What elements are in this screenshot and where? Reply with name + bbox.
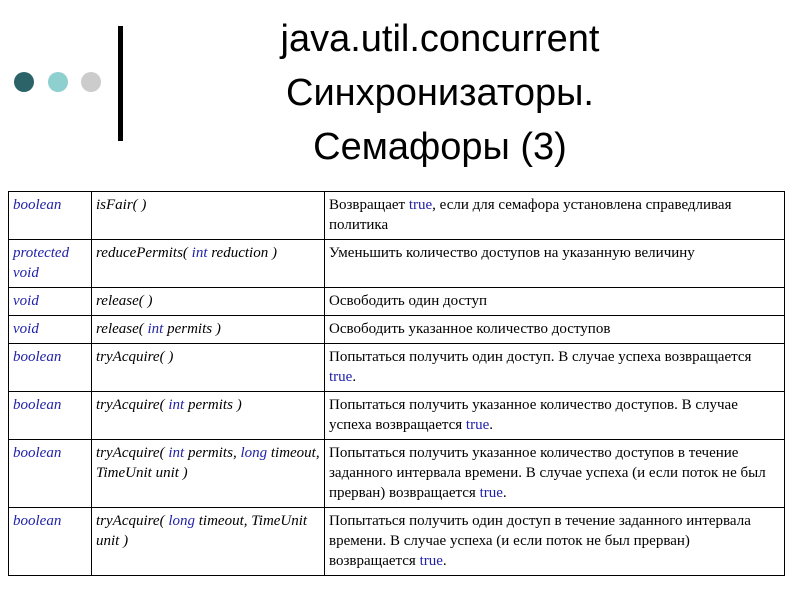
description-text: Освободить один доступ bbox=[329, 293, 488, 309]
signature-text: reducePermits( bbox=[96, 245, 192, 261]
description-cell bbox=[325, 392, 785, 440]
title-line-1: java.util.concurrent bbox=[280, 18, 600, 60]
method-signature-cell bbox=[92, 288, 325, 316]
return-type-cell: boolean bbox=[9, 344, 92, 392]
method-signature-cell bbox=[92, 316, 325, 344]
description-text: Попытаться получить один доступ в течение заданного интервала времени. В случае успеха (и если поток не был прерван) возвращается bbox=[329, 513, 751, 569]
signature-text: reduction ) bbox=[207, 245, 277, 261]
dot-dark-teal bbox=[14, 72, 34, 92]
dot-light-teal bbox=[48, 72, 68, 92]
signature-text: tryAcquire( bbox=[96, 397, 169, 413]
slide-title bbox=[200, 12, 680, 174]
table-row bbox=[9, 392, 785, 440]
table-row bbox=[9, 192, 785, 240]
method-signature-cell bbox=[92, 344, 325, 392]
description-text: . bbox=[442, 553, 447, 569]
signature-text: tryAcquire( bbox=[96, 445, 169, 461]
table-row bbox=[9, 240, 785, 288]
description-text: . bbox=[502, 485, 507, 501]
table-row bbox=[9, 316, 785, 344]
method-signature-cell bbox=[92, 392, 325, 440]
description-text: . bbox=[352, 369, 357, 385]
vertical-bar bbox=[118, 26, 123, 141]
signature-text: release( bbox=[96, 321, 148, 337]
title-line-2: Синхронизаторы. bbox=[286, 72, 594, 114]
method-signature-cell bbox=[92, 240, 325, 288]
signature-text: permits ) bbox=[184, 397, 242, 413]
keyword-token: int bbox=[147, 321, 164, 337]
keyword-token: long bbox=[240, 445, 268, 461]
methods-table-body bbox=[9, 192, 785, 576]
description-text: Возвращает bbox=[329, 197, 409, 213]
return-type-cell: void bbox=[9, 288, 92, 316]
keyword-token: true bbox=[479, 485, 503, 501]
signature-text: tryAcquire( ) bbox=[96, 349, 174, 365]
description-cell bbox=[325, 192, 785, 240]
keyword-token: true bbox=[419, 553, 443, 569]
keyword-token: int bbox=[191, 245, 208, 261]
description-text: Уменьшить количество доступов на указанную величину bbox=[329, 245, 695, 261]
method-signature-cell bbox=[92, 508, 325, 576]
signature-text: release( ) bbox=[96, 293, 153, 309]
return-type-cell: boolean bbox=[9, 192, 92, 240]
dot-gray bbox=[81, 72, 101, 92]
table-row bbox=[9, 344, 785, 392]
description-cell bbox=[325, 240, 785, 288]
table-row bbox=[9, 508, 785, 576]
decorative-dots bbox=[14, 72, 104, 94]
description-cell bbox=[325, 440, 785, 508]
description-text: Попытаться получить указанное количество доступов в течение заданного интервала времени. В случае успеха (и если поток не был прерван) возвращается bbox=[329, 445, 766, 501]
table-row bbox=[9, 440, 785, 508]
signature-text: tryAcquire( bbox=[96, 513, 169, 529]
description-text: Попытаться получить указанное количество доступов. В случае успеха возвращается bbox=[329, 397, 738, 433]
keyword-token: int bbox=[168, 397, 185, 413]
description-text: Освободить указанное количество доступов bbox=[329, 321, 611, 337]
return-type-cell: boolean bbox=[9, 440, 92, 508]
description-cell bbox=[325, 508, 785, 576]
method-signature-cell bbox=[92, 192, 325, 240]
return-type-cell: void bbox=[9, 316, 92, 344]
table-row bbox=[9, 288, 785, 316]
signature-text: permits, bbox=[184, 445, 241, 461]
keyword-token: true bbox=[329, 369, 353, 385]
description-cell bbox=[325, 316, 785, 344]
description-text: . bbox=[489, 417, 493, 433]
keyword-token: true bbox=[408, 197, 433, 213]
title-line-3: Семафоры (3) bbox=[313, 126, 567, 168]
keyword-token: int bbox=[168, 445, 185, 461]
description-cell bbox=[325, 344, 785, 392]
description-text: , если для семафора установлена справедливая политика bbox=[329, 197, 732, 233]
return-type-cell: boolean bbox=[9, 508, 92, 576]
signature-text: timeout, TimeUnit unit ) bbox=[96, 513, 308, 549]
method-signature-cell bbox=[92, 440, 325, 508]
signature-text: permits ) bbox=[163, 321, 221, 337]
keyword-token: long bbox=[168, 513, 196, 529]
description-cell bbox=[325, 288, 785, 316]
return-type-cell: protected void bbox=[9, 240, 92, 288]
signature-text: isFair( ) bbox=[96, 197, 147, 213]
keyword-token: true bbox=[465, 417, 490, 433]
return-type-cell: boolean bbox=[9, 392, 92, 440]
methods-table bbox=[8, 191, 785, 576]
description-text: Попытаться получить один доступ. В случае успеха возвращается bbox=[329, 349, 752, 365]
signature-text: timeout, TimeUnit unit ) bbox=[96, 445, 320, 481]
